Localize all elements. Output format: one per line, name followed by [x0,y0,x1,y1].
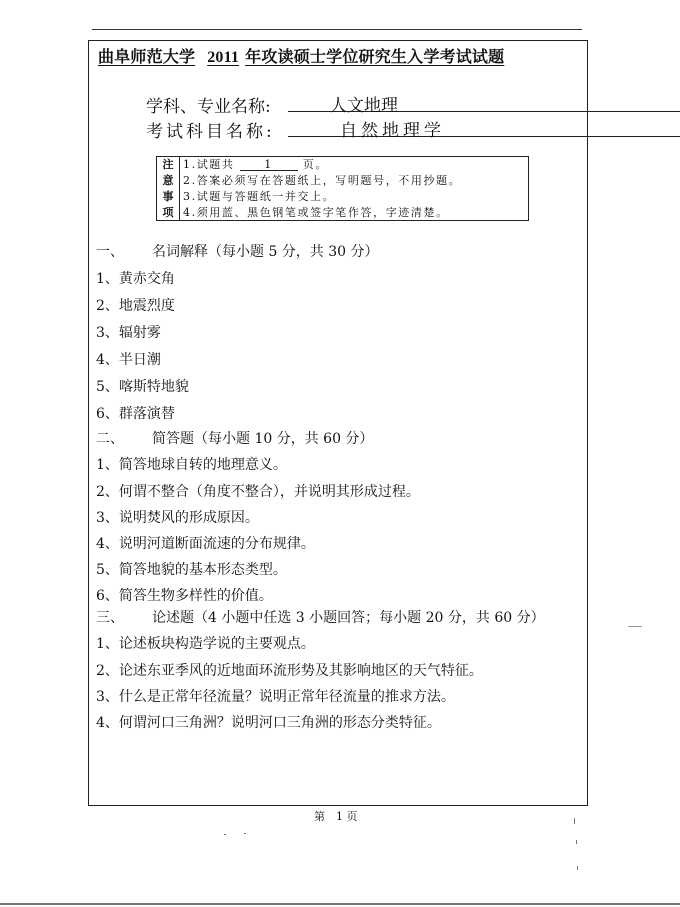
exam-title [98,44,504,67]
question-item: 6、群落演替 [96,406,175,422]
section-1-heading [96,241,379,261]
note-1-prefix: 1.试题共 [183,158,235,171]
subject-value-line [288,117,680,141]
scan-speck [576,840,577,844]
scan-speck [244,833,246,834]
note-item-4: 4.须用蓝、黑色钢笔或签字笔作答，字迹清楚。 [183,206,449,219]
major-field [146,92,398,117]
question-item: 2、论述东亚季风的近地面环流形势及其影响地区的天气特征。 [96,663,483,679]
question-item: 3、什么是正常年径流量？说明正常年径流量的推求方法。 [96,689,455,705]
note-item-2: 2.答案必须写在答题纸上，写明题号，不用抄题。 [183,174,462,187]
subject-value: 自然地理学 [340,121,445,141]
note-item-3: 3.试题与答题纸一并交上。 [183,190,336,203]
section-2-heading [96,428,373,448]
scan-speck [628,626,642,627]
scan-speck [574,818,575,824]
major-label: 学科、专业名称: [146,97,271,117]
notes-side-char: 注 [162,158,174,171]
notes-items [183,157,526,221]
section-number: 三、 [96,610,124,626]
university-name: 曲阜师范大学 [98,47,196,66]
notes-side-char: 事 [162,190,174,203]
subject-label: 考试科目名称: [146,122,275,142]
question-item: 2、何谓不整合（角度不整合），并说明其形成过程。 [96,484,420,500]
exam-title-text: 年攻读硕士学位研究生入学考试试题 [245,47,505,66]
question-item: 5、简答地貌的基本形态类型。 [96,562,287,578]
scan-speck [224,834,226,835]
note-1-suffix: 页。 [302,158,328,171]
question-item: 4、半日潮 [96,352,161,368]
section-title: 论述题（4 小题中任选 3 小题回答；每小题 20 分，共 60 分） [152,610,545,626]
question-item: 5、喀斯特地貌 [96,379,189,395]
question-item: 2、地震烈度 [96,298,175,314]
section-3-heading [96,607,545,627]
question-item: 1、论述板块构造学说的主要观点。 [96,636,315,652]
question-item: 3、辐射雾 [96,325,161,341]
page-number: 第 1 页 [314,810,358,823]
notes-side-char: 项 [162,206,174,219]
scan-speck [577,866,578,870]
top-scan-rule [92,29,582,30]
exam-year: 2011 [207,49,240,66]
question-item: 3、说明焚风的形成原因。 [96,510,259,526]
bottom-scan-rule [0,903,680,905]
notes-side-char: 意 [162,174,174,187]
question-item: 1、简答地球自转的地理意义。 [96,457,287,473]
exam-notes-box [156,156,529,221]
section-number: 二、 [96,431,124,447]
major-value-line [288,92,680,116]
note-item-1 [183,157,526,173]
question-item: 4、何谓河口三角洲？说明河口三角洲的形态分类特征。 [96,715,441,731]
question-item: 1、黄赤交角 [96,271,175,287]
question-item: 6、简答生物多样性的价值。 [96,588,273,604]
page-count: 1 [240,158,298,171]
question-item: 4、说明河道断面流速的分布规律。 [96,536,315,552]
subject-field [146,117,445,142]
notes-side-label [157,157,180,220]
section-title: 名词解释（每小题 5 分，共 30 分） [152,244,379,260]
section-title: 简答题（每小题 10 分，共 60 分） [152,431,374,447]
section-number: 一、 [96,244,124,260]
major-value: 人文地理 [330,96,398,116]
